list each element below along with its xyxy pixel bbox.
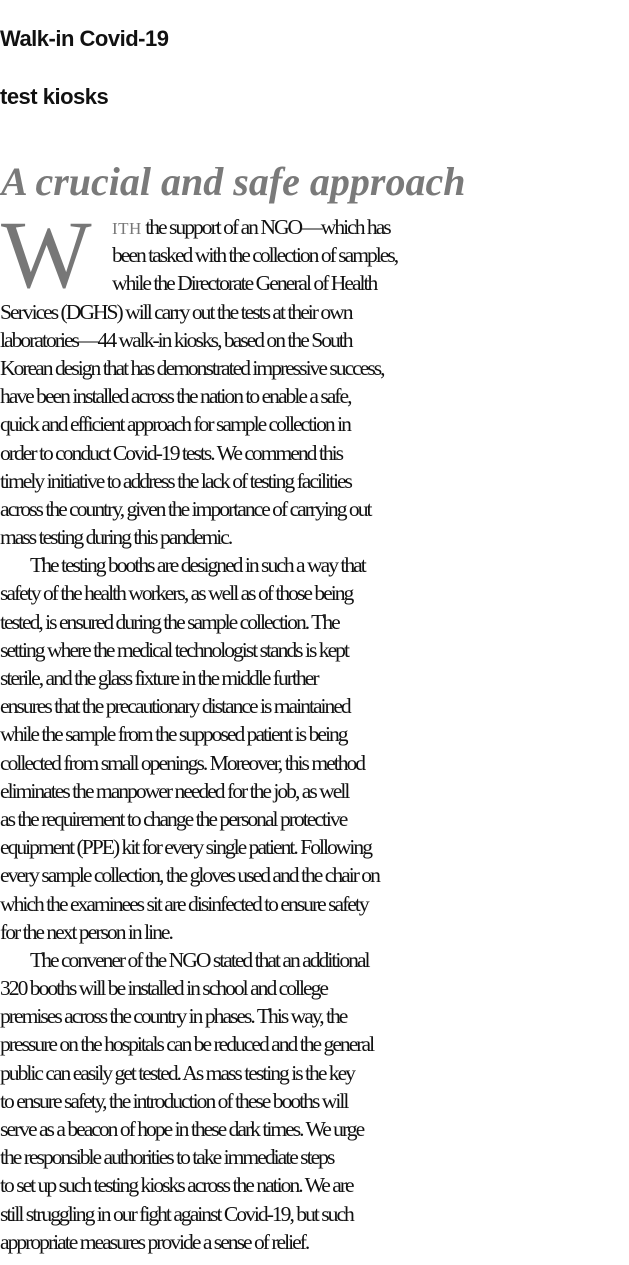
article-line: public can easily get tested. As mass testing is the key bbox=[0, 1060, 354, 1085]
article-line: equipment (PPE) kit for every single patient. Following bbox=[0, 835, 371, 860]
article-line: every sample collection, the gloves used and the chair on bbox=[0, 863, 379, 888]
article-line: serve as a beacon of hope in these dark times. We urge bbox=[0, 1117, 364, 1141]
headline-line-2: test kiosks bbox=[0, 84, 109, 109]
article-line bbox=[0, 213, 629, 241]
subheadline: A crucial and safe approach bbox=[1, 159, 466, 204]
article-line: pressure on the hospitals can be reduced and the general bbox=[0, 1032, 374, 1057]
article-line: have been installed across the nation to enable a safe, bbox=[0, 384, 351, 409]
article-body bbox=[0, 201, 629, 1256]
article-line: the responsible authorities to take immediate steps bbox=[0, 1145, 334, 1170]
article-line: sterile, and the glass fixture in the middle further bbox=[0, 666, 318, 690]
article-line: tested, is ensured during the sample collection. The bbox=[0, 609, 339, 634]
article-line: while the sample from the supposed patient is being bbox=[0, 722, 347, 747]
article-line: across the country, given the importance of carrying out bbox=[0, 496, 371, 521]
article-line: been tasked with the collection of samples, bbox=[112, 243, 398, 268]
article-line: eliminates the manpower needed for the job, as well bbox=[0, 778, 349, 803]
article-line: Services (DGHS) will carry out the tests at their own bbox=[0, 299, 352, 324]
article-line: still struggling in our fight against Covid-19, but such bbox=[0, 1201, 353, 1226]
article-line: timely initiative to address the lack of testing facilities bbox=[0, 468, 351, 493]
article-line: 320 booths will be installed in school and college bbox=[0, 976, 328, 1001]
article-line: safety of the health workers, as well as of those being bbox=[0, 581, 353, 606]
article-line: collected from small openings. Moreover, this method bbox=[0, 750, 365, 775]
article-line: which the examinees sit are disinfected to ensure safety bbox=[0, 891, 368, 916]
article-line: The testing booths are designed in such a way that bbox=[30, 553, 365, 578]
article-line: while the Directorate General of Health bbox=[112, 271, 377, 296]
article-line: Korean design that has demonstrated impressive success, bbox=[0, 355, 384, 380]
article-line: to set up such testing kiosks across the nation. We are bbox=[0, 1173, 353, 1198]
article-line: ensures that the precautionary distance is maintained bbox=[0, 694, 350, 719]
article-line: premises across the country in phases. This way, the bbox=[0, 1004, 347, 1029]
article-line: as the requirement to change the personal protective bbox=[0, 806, 347, 831]
headline bbox=[0, 10, 629, 126]
article-line: order to conduct Covid-19 tests. We commend this bbox=[0, 440, 343, 465]
drop-cap: W bbox=[1, 201, 92, 308]
article-line: quick and efficient approach for sample collection in bbox=[0, 412, 350, 437]
article-line: setting where the medical technologist stands is kept bbox=[0, 637, 348, 662]
article-line: The convener of the NGO stated that an additional bbox=[30, 947, 369, 972]
article-line: appropriate measures provide a sense of relief. bbox=[0, 1229, 309, 1254]
article-line: to ensure safety, the introduction of these booths will bbox=[0, 1088, 348, 1113]
article-line: laboratories—44 walk-in kiosks, based on the South bbox=[0, 327, 352, 352]
article-line: for the next person in line. bbox=[0, 919, 172, 944]
article-line: mass testing during this pandemic. bbox=[0, 525, 232, 550]
lead-smallcaps: ITH bbox=[112, 219, 142, 238]
headline-line-1: Walk-in Covid-19 bbox=[0, 26, 169, 51]
article-line-text: the support of an NGO—which has bbox=[141, 215, 390, 239]
